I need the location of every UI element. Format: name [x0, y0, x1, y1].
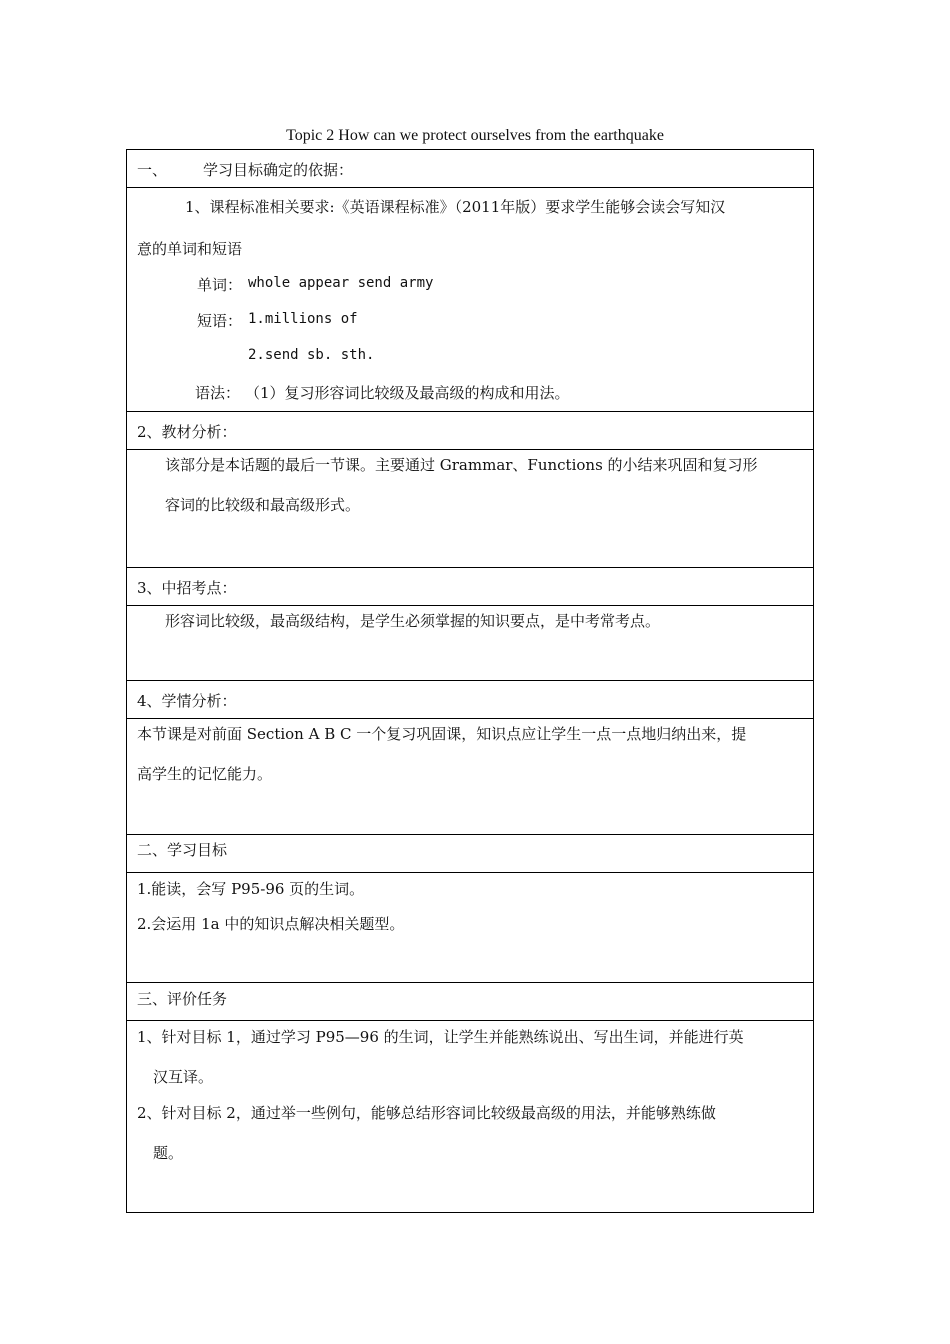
textbook-analysis-content-row: [127, 450, 813, 568]
textbook-analysis-line-2: 容词的比较级和最高级形式。: [165, 496, 361, 514]
basis-heading: 学习目标确定的依据：: [203, 161, 354, 179]
student-analysis-line-2: 高学生的记忆能力。: [137, 765, 273, 783]
grammar-label: 语法：: [195, 384, 241, 402]
assessment-tasks-heading: 三、评价任务: [137, 990, 228, 1008]
assessment-task-2-line-1: 2、针对目标 2，通过举一些例句，能够总结形容词比较级最高级的用法，并能够熟练做: [137, 1104, 716, 1122]
curriculum-line-2: 意的单词和短语: [137, 240, 243, 258]
student-analysis-heading: 4、学情分析：: [137, 692, 237, 710]
basis-heading-number: 一、: [137, 161, 168, 179]
exam-points-content-row: [127, 606, 813, 681]
student-analysis-line-1: 本节课是对前面 Section A B C 一个复习巩固课，知识点应让学生一点一点地归纳出来，提: [137, 725, 747, 743]
phrase-1: 1.millions of: [248, 311, 358, 327]
words-label: 单词：: [197, 276, 243, 294]
textbook-analysis-line-1: 该部分是本话题的最后一节课。主要通过 Grammar、Functions 的小结来巩固和复习形: [165, 456, 758, 474]
assessment-tasks-heading-row: [127, 983, 813, 1021]
words-list: whole appear send army: [248, 275, 434, 291]
phrase-2: 2.send sb. sth.: [248, 347, 375, 363]
exam-points-heading: 3、中招考点：: [137, 579, 237, 597]
learning-objective-1: 1.能读，会写 P95-96 页的生词。: [137, 880, 365, 898]
textbook-analysis-heading: 2、教材分析：: [137, 423, 237, 441]
student-analysis-content-row: [127, 719, 813, 835]
document-title: Topic 2 How can we protect ourselves from the earthquake: [286, 127, 664, 144]
learning-objectives-heading: 二、学习目标: [137, 841, 228, 859]
curriculum-line-1: 1、课程标准相关要求:《英语课程标准》（2011年版）要求学生能够会读会写知汉: [185, 198, 726, 216]
phrases-label: 短语：: [197, 312, 243, 330]
assessment-task-1-line-1: 1、针对目标 1，通过学习 P95—96 的生词，让学生并能熟练说出、写出生词，并能进行英: [137, 1028, 744, 1046]
learning-objective-2: 2.会运用 1a 中的知识点解决相关题型。: [137, 915, 405, 933]
assessment-task-2-line-2: 题。: [153, 1144, 184, 1162]
learning-objectives-heading-row: [127, 835, 813, 873]
basis-heading-row: [127, 150, 813, 188]
exam-points-heading-row: [127, 568, 813, 606]
curriculum-standard-row: [127, 188, 813, 412]
lesson-table: [126, 149, 814, 1213]
student-analysis-heading-row: [127, 681, 813, 719]
learning-objectives-content-row: [127, 873, 813, 983]
assessment-task-1-line-2: 汉互译。: [153, 1068, 214, 1086]
exam-points-line-1: 形容词比较级，最高级结构，是学生必须掌握的知识要点，是中考常考点。: [165, 612, 661, 630]
grammar-text: （1）复习形容词比较级及最高级的构成和用法。: [245, 384, 570, 402]
assessment-tasks-content-row: [127, 1021, 813, 1212]
textbook-analysis-heading-row: [127, 412, 813, 450]
